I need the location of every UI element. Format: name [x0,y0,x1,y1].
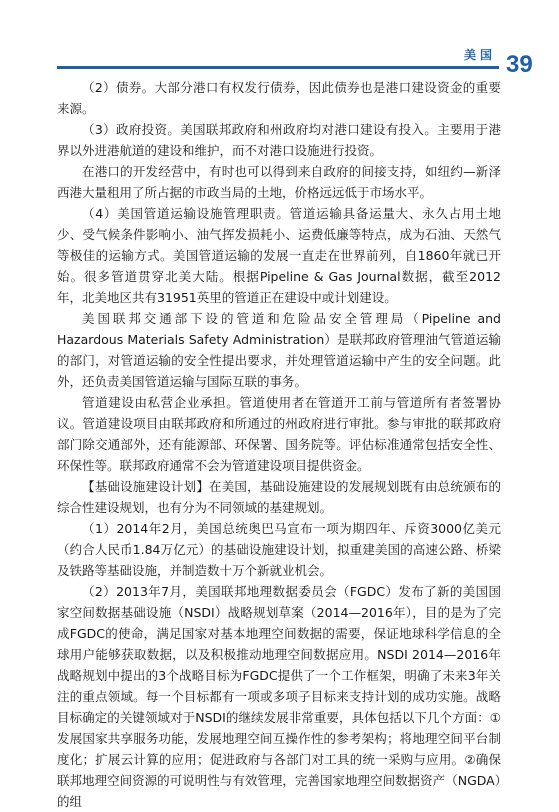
paragraph-pipeline-management: （4）美国管道运输设施管理职责。管道运输具备运量大、永久占用土地少、受气候条件影响小、油气挥发损耗小、运费低廉等特点，成为石油、天然气等极佳的运输方式。美国管道运输的发展一直走在世界前列，自1860年就已开始。很多管道贯穿北美大陆。根据Pipeline & Gas Journal数据，截至2012年，北美地区共有31951英里的管道正在建设中或计划建设。 [57,206,501,305]
paragraph-pipeline-construction: 管道建设由私营企业承担。管道使用者在管道开工前与管道所有者签署协议。管道建设项目由联邦政府和所通过的州政府进行审批。参与审批的联邦政府部门除交通部外，还有能源部、环保署、国务院等。评估标准通常包括安全性、环保性等。联邦政府通常不会为管道建设项目提供资金。 [57,395,501,473]
running-header-country: 美国 [463,48,496,62]
page-number: 39 [506,51,533,78]
paragraph-indirect-support: 在港口的开发经营中，有时也可以得到来自政府的间接支持，如纽约—新泽西港大量租用了所占据的市政当局的土地，价格远远低于市场水平。 [57,164,501,200]
paragraph-infrastructure-plan: 【基础设施建设计划】在美国，基础设施建设的发展规划既有由总统颁布的综合性建设规划，也有分为不同领域的基建规划。 [57,479,501,515]
paragraph-obama-plan: （1）2014年2月，美国总统奥巴马宣布一项为期四年、斥资3000亿美元（约合人民币1.84万亿元）的基础设施建设计划，拟重建美国的高速公路、桥梁及铁路等基础设施，并制造数十万个新就业机会。 [57,521,501,578]
paragraph-government-investment: （3）政府投资。美国联邦政府和州政府均对港口建设有投入。主要用于港界以外进港航道的建设和维护，而不对港口设施进行投资。 [57,122,501,158]
page-header [0,0,559,80]
paragraph-phmsa: 美国联邦交通部下设的管道和危险品安全管理局（Pipeline and Hazardous Materials Safety Administration）是联邦政府管理油气管道运输的部门，对管道运输的安全性提出要求，并处理管道运输中产生的安全问题。此外，还负责美国管道运输与国际互联的事务。 [57,311,501,389]
header-rule [57,66,499,69]
body-text [57,77,501,812]
paragraph-bonds: （2）债券。大部分港口有权发行债券，因此债券也是港口建设资金的重要来源。 [57,80,501,116]
paragraph-nsdi-strategy: （2）2013年7月，美国联邦地理数据委员会（FGDC）发布了新的美国国家空间数据基础设施（NSDI）战略规划草案（2014—2016年），目的是为了完成FGDC的使命，满足国家对基本地理空间数据的需要，保证地球科学信息的全球用户能够获取数据，以及积极推动地理空间数据应用。NSDI 2014—2016年战略规划中提出的3个战略目标为FGDC提供了一个工作框架，明确了未来3年关注的重点领域。每一个目标都有一项或多项子目标来支持计划的成功实施。战略目标确定的关键领域对于NSDI的继续发展非常重要，具体包括以下几个方面：①发展国家共享服务功能，发展地理空间互操作性的参考架构；将地理空间平台制度化；扩展云计算的应用；促进政府与各部门对工具的统一采购与应用。②确保联邦地理空间资源的可说明性与有效管理，完善国家地理空间数据资产（NGDA）的组 [57,584,501,809]
